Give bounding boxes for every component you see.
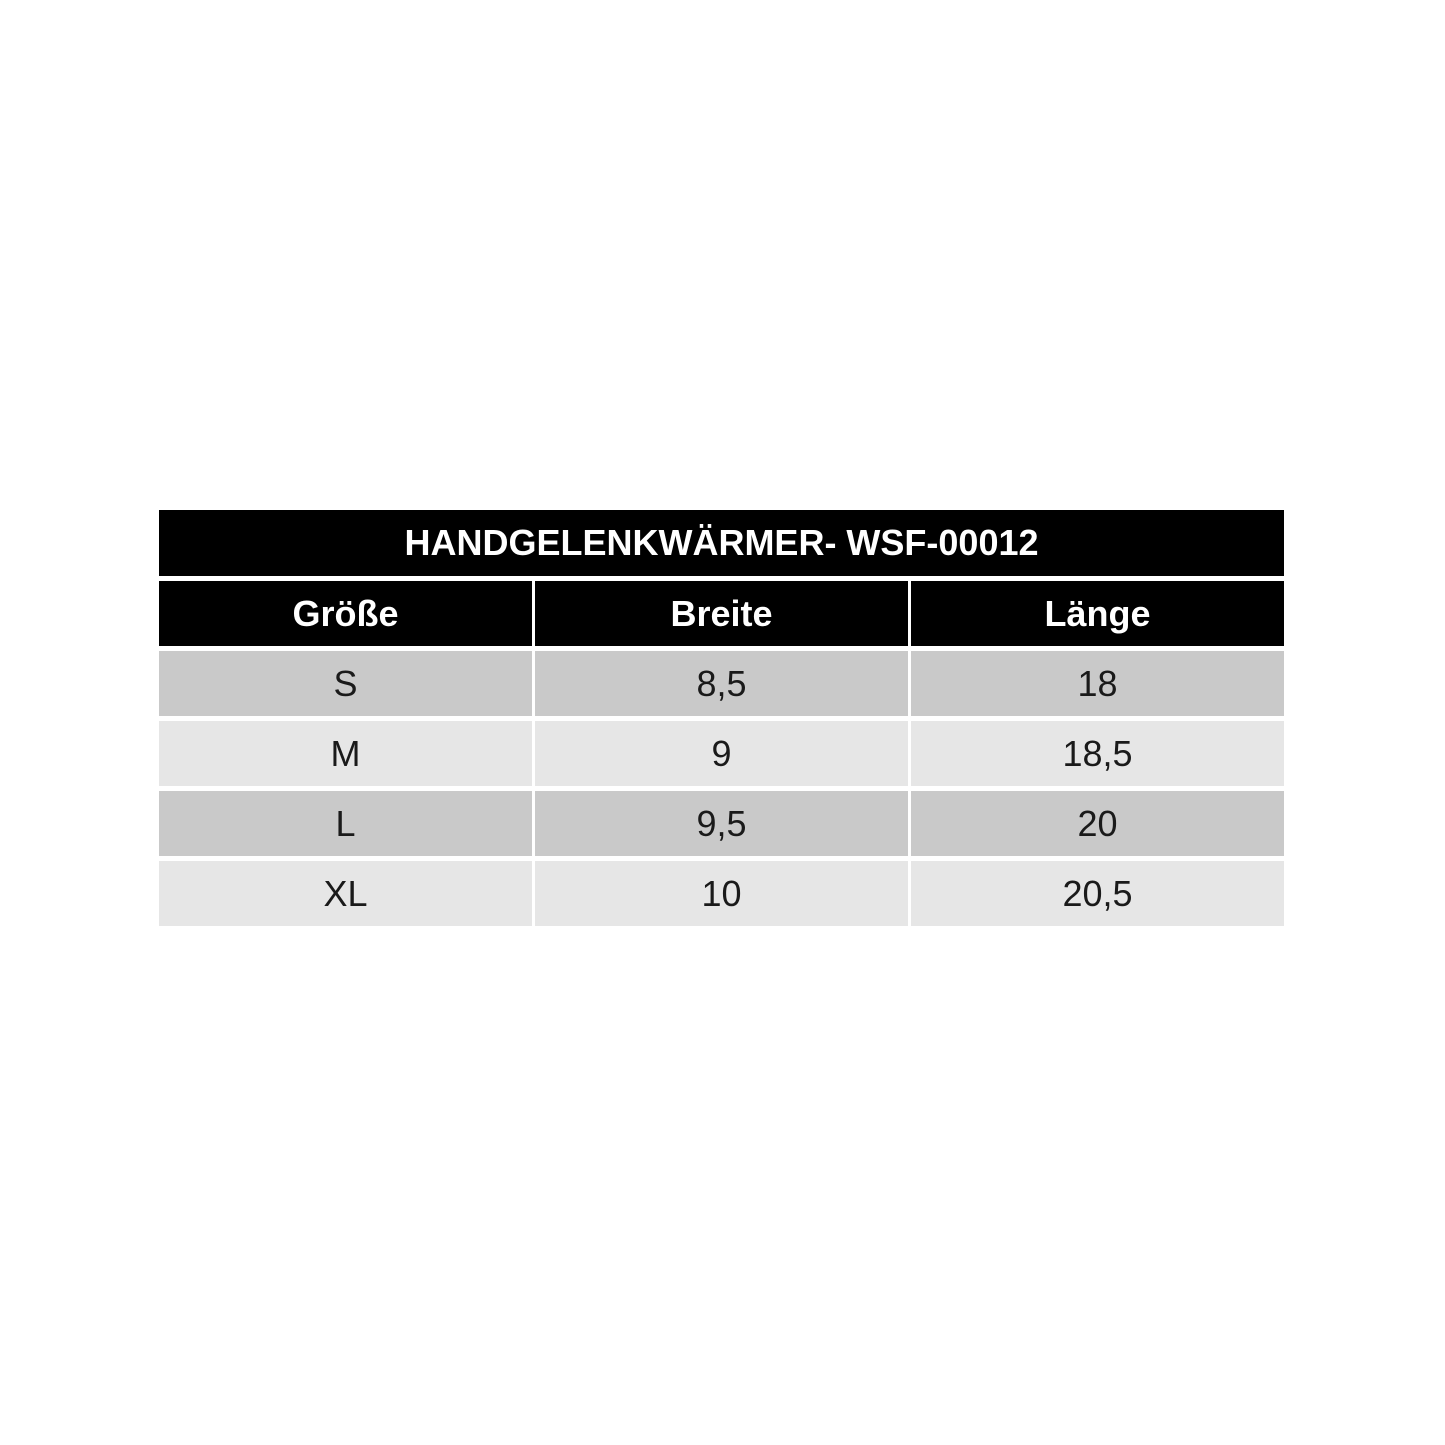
table-title: HANDGELENKWÄRMER- WSF-00012 — [159, 510, 1284, 576]
table-row — [159, 651, 1284, 716]
length-cell: 18 — [911, 651, 1284, 716]
length-cell: 20 — [911, 791, 1284, 856]
size-cell: L — [159, 791, 532, 856]
width-cell: 9 — [535, 721, 908, 786]
size-table — [159, 510, 1284, 926]
width-cell: 8,5 — [535, 651, 908, 716]
table-row — [159, 791, 1284, 856]
table-row — [159, 721, 1284, 786]
size-cell: M — [159, 721, 532, 786]
size-cell: S — [159, 651, 532, 716]
table-row — [159, 861, 1284, 926]
length-cell: 18,5 — [911, 721, 1284, 786]
column-header-breite: Breite — [535, 581, 908, 646]
length-cell: 20,5 — [911, 861, 1284, 926]
table-header-row — [159, 581, 1284, 646]
column-header-laenge: Länge — [911, 581, 1284, 646]
size-cell: XL — [159, 861, 532, 926]
width-cell: 10 — [535, 861, 908, 926]
column-header-groesse: Größe — [159, 581, 532, 646]
width-cell: 9,5 — [535, 791, 908, 856]
